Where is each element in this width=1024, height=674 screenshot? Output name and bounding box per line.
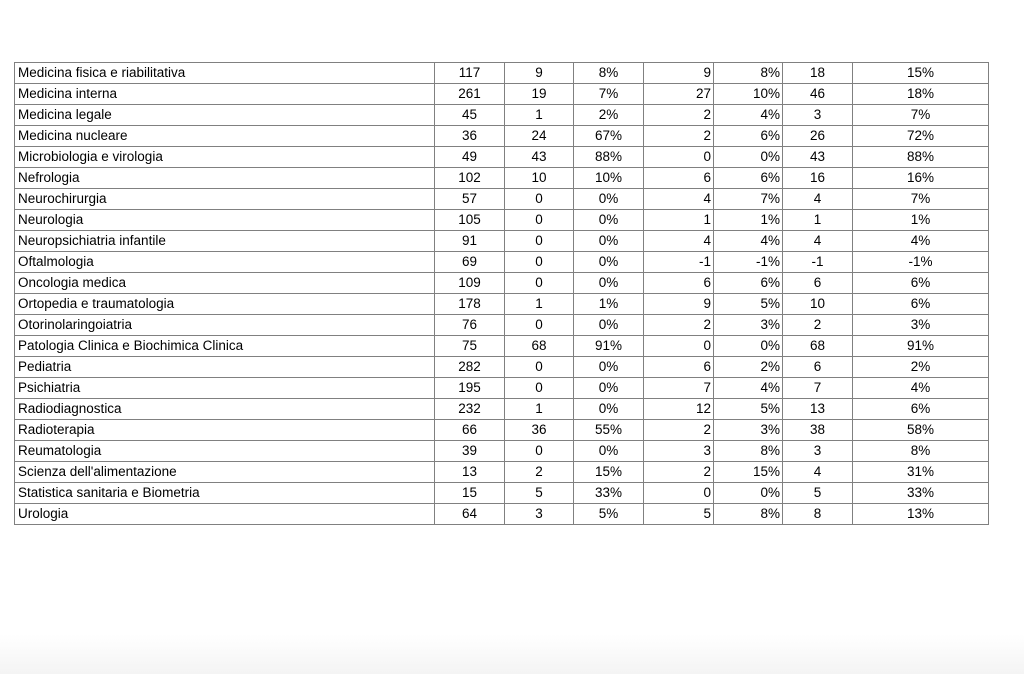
table-row [15, 378, 989, 399]
cell-percent-a: 0% [574, 399, 644, 420]
cell-count-total: 46 [783, 84, 853, 105]
cell-percent-a: 91% [574, 336, 644, 357]
cell-name: Nefrologia [15, 168, 435, 189]
cell-total: 57 [435, 189, 505, 210]
cell-name: Oncologia medica [15, 273, 435, 294]
cell-name: Medicina interna [15, 84, 435, 105]
cell-percent-total: 58% [853, 420, 989, 441]
cell-count-a: 68 [505, 336, 574, 357]
table-row [15, 84, 989, 105]
cell-count-total: 5 [783, 483, 853, 504]
cell-count-total: 38 [783, 420, 853, 441]
cell-count-a: 0 [505, 273, 574, 294]
cell-name: Urologia [15, 504, 435, 525]
cell-percent-a: 10% [574, 168, 644, 189]
cell-count-total: 7 [783, 378, 853, 399]
cell-percent-total: 33% [853, 483, 989, 504]
cell-total: 91 [435, 231, 505, 252]
cell-count-total: 4 [783, 462, 853, 483]
cell-percent-a: 15% [574, 462, 644, 483]
cell-count-total: 6 [783, 357, 853, 378]
cell-name: Psichiatria [15, 378, 435, 399]
cell-name: Neuropsichiatria infantile [15, 231, 435, 252]
cell-percent-b: 4% [714, 231, 783, 252]
cell-percent-a: 0% [574, 252, 644, 273]
table-row [15, 420, 989, 441]
cell-name: Radiodiagnostica [15, 399, 435, 420]
cell-count-total: 13 [783, 399, 853, 420]
cell-count-b: 6 [644, 168, 714, 189]
table-row [15, 483, 989, 504]
cell-percent-b: 10% [714, 84, 783, 105]
cell-count-b: 5 [644, 504, 714, 525]
cell-count-a: 3 [505, 504, 574, 525]
cell-name: Medicina fisica e riabilitativa [15, 63, 435, 84]
cell-total: 49 [435, 147, 505, 168]
cell-percent-total: 88% [853, 147, 989, 168]
table-row [15, 231, 989, 252]
cell-percent-b: 8% [714, 441, 783, 462]
cell-count-b: 9 [644, 294, 714, 315]
table-row [15, 294, 989, 315]
cell-percent-total: 3% [853, 315, 989, 336]
cell-count-total: 10 [783, 294, 853, 315]
cell-percent-a: 0% [574, 189, 644, 210]
cell-percent-b: 4% [714, 378, 783, 399]
cell-count-a: 1 [505, 399, 574, 420]
cell-percent-a: 0% [574, 378, 644, 399]
cell-total: 282 [435, 357, 505, 378]
table-row [15, 315, 989, 336]
cell-name: Oftalmologia [15, 252, 435, 273]
cell-percent-b: 6% [714, 168, 783, 189]
cell-percent-b: 0% [714, 147, 783, 168]
cell-name: Statistica sanitaria e Biometria [15, 483, 435, 504]
cell-percent-total: -1% [853, 252, 989, 273]
cell-total: 66 [435, 420, 505, 441]
cell-count-total: 1 [783, 210, 853, 231]
cell-count-a: 0 [505, 231, 574, 252]
cell-name: Microbiologia e virologia [15, 147, 435, 168]
cell-percent-total: 6% [853, 399, 989, 420]
cell-count-a: 2 [505, 462, 574, 483]
table-row [15, 336, 989, 357]
cell-count-total: 16 [783, 168, 853, 189]
cell-percent-total: 7% [853, 105, 989, 126]
cell-percent-b: 15% [714, 462, 783, 483]
cell-count-total: 4 [783, 189, 853, 210]
cell-count-b: 0 [644, 483, 714, 504]
cell-total: 36 [435, 126, 505, 147]
cell-percent-a: 55% [574, 420, 644, 441]
cell-name: Radioterapia [15, 420, 435, 441]
cell-percent-total: 18% [853, 84, 989, 105]
cell-count-a: 9 [505, 63, 574, 84]
cell-percent-a: 8% [574, 63, 644, 84]
cell-percent-a: 88% [574, 147, 644, 168]
cell-name: Ortopedia e traumatologia [15, 294, 435, 315]
cell-count-a: 0 [505, 357, 574, 378]
cell-count-b: 2 [644, 420, 714, 441]
cell-name: Patologia Clinica e Biochimica Clinica [15, 336, 435, 357]
cell-percent-b: 6% [714, 273, 783, 294]
cell-percent-a: 5% [574, 504, 644, 525]
cell-count-total: 26 [783, 126, 853, 147]
cell-name: Pediatria [15, 357, 435, 378]
cell-total: 15 [435, 483, 505, 504]
cell-percent-b: 8% [714, 504, 783, 525]
cell-count-b: 27 [644, 84, 714, 105]
cell-percent-total: 6% [853, 294, 989, 315]
cell-count-total: 3 [783, 105, 853, 126]
cell-count-total: 8 [783, 504, 853, 525]
cell-percent-b: 6% [714, 126, 783, 147]
cell-total: 232 [435, 399, 505, 420]
cell-count-a: 1 [505, 294, 574, 315]
cell-percent-total: 16% [853, 168, 989, 189]
table-row [15, 168, 989, 189]
cell-count-total: 6 [783, 273, 853, 294]
cell-total: 64 [435, 504, 505, 525]
cell-percent-a: 0% [574, 357, 644, 378]
cell-percent-a: 67% [574, 126, 644, 147]
table-row [15, 126, 989, 147]
cell-count-total: -1 [783, 252, 853, 273]
cell-percent-a: 0% [574, 210, 644, 231]
cell-count-total: 43 [783, 147, 853, 168]
cell-count-b: 4 [644, 189, 714, 210]
cell-count-a: 5 [505, 483, 574, 504]
cell-total: 109 [435, 273, 505, 294]
cell-name: Reumatologia [15, 441, 435, 462]
table-row [15, 357, 989, 378]
page-bottom-shadow [0, 634, 1024, 674]
cell-percent-b: 5% [714, 294, 783, 315]
cell-percent-b: -1% [714, 252, 783, 273]
cell-name: Medicina legale [15, 105, 435, 126]
cell-percent-a: 0% [574, 315, 644, 336]
cell-percent-a: 2% [574, 105, 644, 126]
table-row [15, 189, 989, 210]
cell-count-b: 2 [644, 462, 714, 483]
cell-total: 117 [435, 63, 505, 84]
cell-name: Medicina nucleare [15, 126, 435, 147]
cell-count-total: 18 [783, 63, 853, 84]
cell-count-b: 2 [644, 105, 714, 126]
cell-count-a: 10 [505, 168, 574, 189]
cell-total: 13 [435, 462, 505, 483]
cell-percent-total: 72% [853, 126, 989, 147]
cell-percent-b: 2% [714, 357, 783, 378]
table-row [15, 504, 989, 525]
cell-name: Otorinolaringoiatria [15, 315, 435, 336]
table-row [15, 273, 989, 294]
cell-percent-total: 13% [853, 504, 989, 525]
cell-percent-b: 3% [714, 315, 783, 336]
cell-percent-b: 0% [714, 336, 783, 357]
cell-percent-a: 33% [574, 483, 644, 504]
cell-total: 75 [435, 336, 505, 357]
cell-percent-b: 1% [714, 210, 783, 231]
cell-percent-b: 4% [714, 105, 783, 126]
cell-count-b: -1 [644, 252, 714, 273]
cell-count-b: 6 [644, 273, 714, 294]
cell-percent-total: 4% [853, 378, 989, 399]
cell-count-b: 4 [644, 231, 714, 252]
cell-count-b: 6 [644, 357, 714, 378]
cell-total: 76 [435, 315, 505, 336]
cell-percent-b: 8% [714, 63, 783, 84]
table-row [15, 105, 989, 126]
table-row [15, 441, 989, 462]
cell-name: Neurologia [15, 210, 435, 231]
cell-percent-b: 5% [714, 399, 783, 420]
cell-percent-total: 15% [853, 63, 989, 84]
cell-percent-a: 0% [574, 273, 644, 294]
cell-total: 195 [435, 378, 505, 399]
cell-count-b: 0 [644, 336, 714, 357]
table-row [15, 252, 989, 273]
cell-count-a: 0 [505, 441, 574, 462]
cell-percent-total: 2% [853, 357, 989, 378]
cell-percent-b: 0% [714, 483, 783, 504]
cell-percent-total: 8% [853, 441, 989, 462]
cell-count-a: 0 [505, 210, 574, 231]
cell-percent-total: 91% [853, 336, 989, 357]
table-row [15, 63, 989, 84]
cell-count-a: 0 [505, 378, 574, 399]
cell-count-total: 2 [783, 315, 853, 336]
specialty-table [14, 62, 989, 525]
cell-count-a: 19 [505, 84, 574, 105]
cell-count-a: 43 [505, 147, 574, 168]
cell-total: 69 [435, 252, 505, 273]
cell-total: 102 [435, 168, 505, 189]
cell-count-total: 3 [783, 441, 853, 462]
cell-total: 105 [435, 210, 505, 231]
cell-count-a: 36 [505, 420, 574, 441]
cell-percent-total: 7% [853, 189, 989, 210]
cell-total: 45 [435, 105, 505, 126]
cell-count-b: 3 [644, 441, 714, 462]
table-body [15, 63, 989, 525]
cell-total: 261 [435, 84, 505, 105]
cell-percent-a: 1% [574, 294, 644, 315]
cell-count-total: 68 [783, 336, 853, 357]
cell-count-b: 9 [644, 63, 714, 84]
cell-count-a: 0 [505, 189, 574, 210]
cell-count-a: 1 [505, 105, 574, 126]
cell-count-b: 0 [644, 147, 714, 168]
table-row [15, 210, 989, 231]
cell-percent-total: 6% [853, 273, 989, 294]
cell-percent-total: 4% [853, 231, 989, 252]
cell-count-b: 2 [644, 315, 714, 336]
cell-total: 39 [435, 441, 505, 462]
cell-count-a: 0 [505, 252, 574, 273]
cell-count-b: 1 [644, 210, 714, 231]
table-row [15, 147, 989, 168]
cell-count-b: 12 [644, 399, 714, 420]
cell-percent-b: 7% [714, 189, 783, 210]
cell-percent-a: 0% [574, 231, 644, 252]
cell-total: 178 [435, 294, 505, 315]
cell-count-total: 4 [783, 231, 853, 252]
cell-percent-b: 3% [714, 420, 783, 441]
table-row [15, 462, 989, 483]
cell-percent-total: 1% [853, 210, 989, 231]
cell-count-b: 7 [644, 378, 714, 399]
cell-count-a: 0 [505, 315, 574, 336]
cell-percent-a: 0% [574, 441, 644, 462]
cell-name: Scienza dell'alimentazione [15, 462, 435, 483]
cell-count-b: 2 [644, 126, 714, 147]
cell-percent-total: 31% [853, 462, 989, 483]
cell-count-a: 24 [505, 126, 574, 147]
table-row [15, 399, 989, 420]
cell-percent-a: 7% [574, 84, 644, 105]
cell-name: Neurochirurgia [15, 189, 435, 210]
